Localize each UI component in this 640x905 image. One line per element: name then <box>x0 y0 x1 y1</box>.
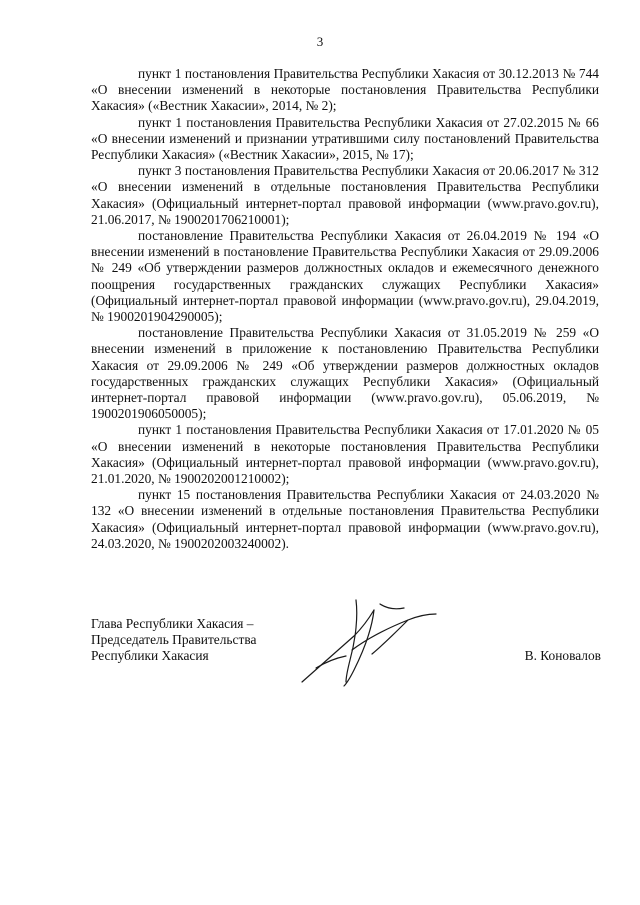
position-line: Глава Республики Хакасия – <box>91 616 254 631</box>
document-body <box>91 66 599 552</box>
paragraph: пункт 15 постановления Правительства Республики Хакасия от 24.03.2020 № 132 «О внесении изменений в отдельные постановления Правительства Республики Хакасия» (Официальный интернет-портал правовой информации (www.pravo.gov.ru), 24.03.2020, № 1900202003240002). <box>91 487 599 551</box>
paragraph: пункт 1 постановления Правительства Республики Хакасия от 27.02.2015 № 66 «О внесении изменений и признании утратившими силу постановлений Правительства Республики Хакасия» («Вестник Хакасии», 2015, № 17); <box>91 114 599 163</box>
paragraph: пункт 3 постановления Правительства Республики Хакасия от 20.06.2017 № 312 «О внесении изменений в отдельные постановления Правительства Республики Хакасия» (Официальный интернет-портал правовой информации (www.pravo.gov.ru), 21.06.2017, № 1900201706210001); <box>91 163 599 227</box>
paragraph: пункт 1 постановления Правительства Республики Хакасия от 30.12.2013 № 744 «О внесении изменений в некоторые постановления Правительства Республики Хакасия» («Вестник Хакасии», 2014, № 2); <box>91 66 599 114</box>
signatory-position <box>91 616 256 665</box>
handwritten-signature <box>296 598 446 690</box>
paragraph: постановление Правительства Республики Хакасия от 26.04.2019 № 194 «О внесении изменений в постановление Правительства Республики Хакасия от 29.09.2006 № 249 «Об утверждении размеров должностных окладов и ежемесячного денежного поощрения государственных гражданских служащих Республики Хакасия» (Официальный интернет-портал правовой информации (www.pravo.gov.ru), 29.04.2019, № 1900201904290005); <box>91 228 599 325</box>
paragraph: пункт 1 постановления Правительства Республики Хакасия от 17.01.2020 № 05 «О внесении изменений в некоторые постановления Правительства Республики Хакасия» (Официальный интернет-портал правовой информации (www.pravo.gov.ru), 21.01.2020, № 1900202001210002); <box>91 422 599 487</box>
position-line: Республики Хакасия <box>91 648 209 664</box>
paragraph: постановление Правительства Республики Хакасия от 31.05.2019 № 259 «О внесении изменений в приложение к постановлению Правительства Республики Хакасия от 29.09.2006 № 249 «Об утверждении размеров должностных окладов государственных гражданских служащих Республики Хакасия» (Официальный интернет-портал правовой информации (www.pravo.gov.ru), 05.06.2019, № 1900201906050005); <box>91 325 599 422</box>
page-number: 3 <box>316 34 324 49</box>
signatory-name: В. Коновалов <box>524 648 601 663</box>
position-line: Председатель Правительства <box>91 632 257 648</box>
